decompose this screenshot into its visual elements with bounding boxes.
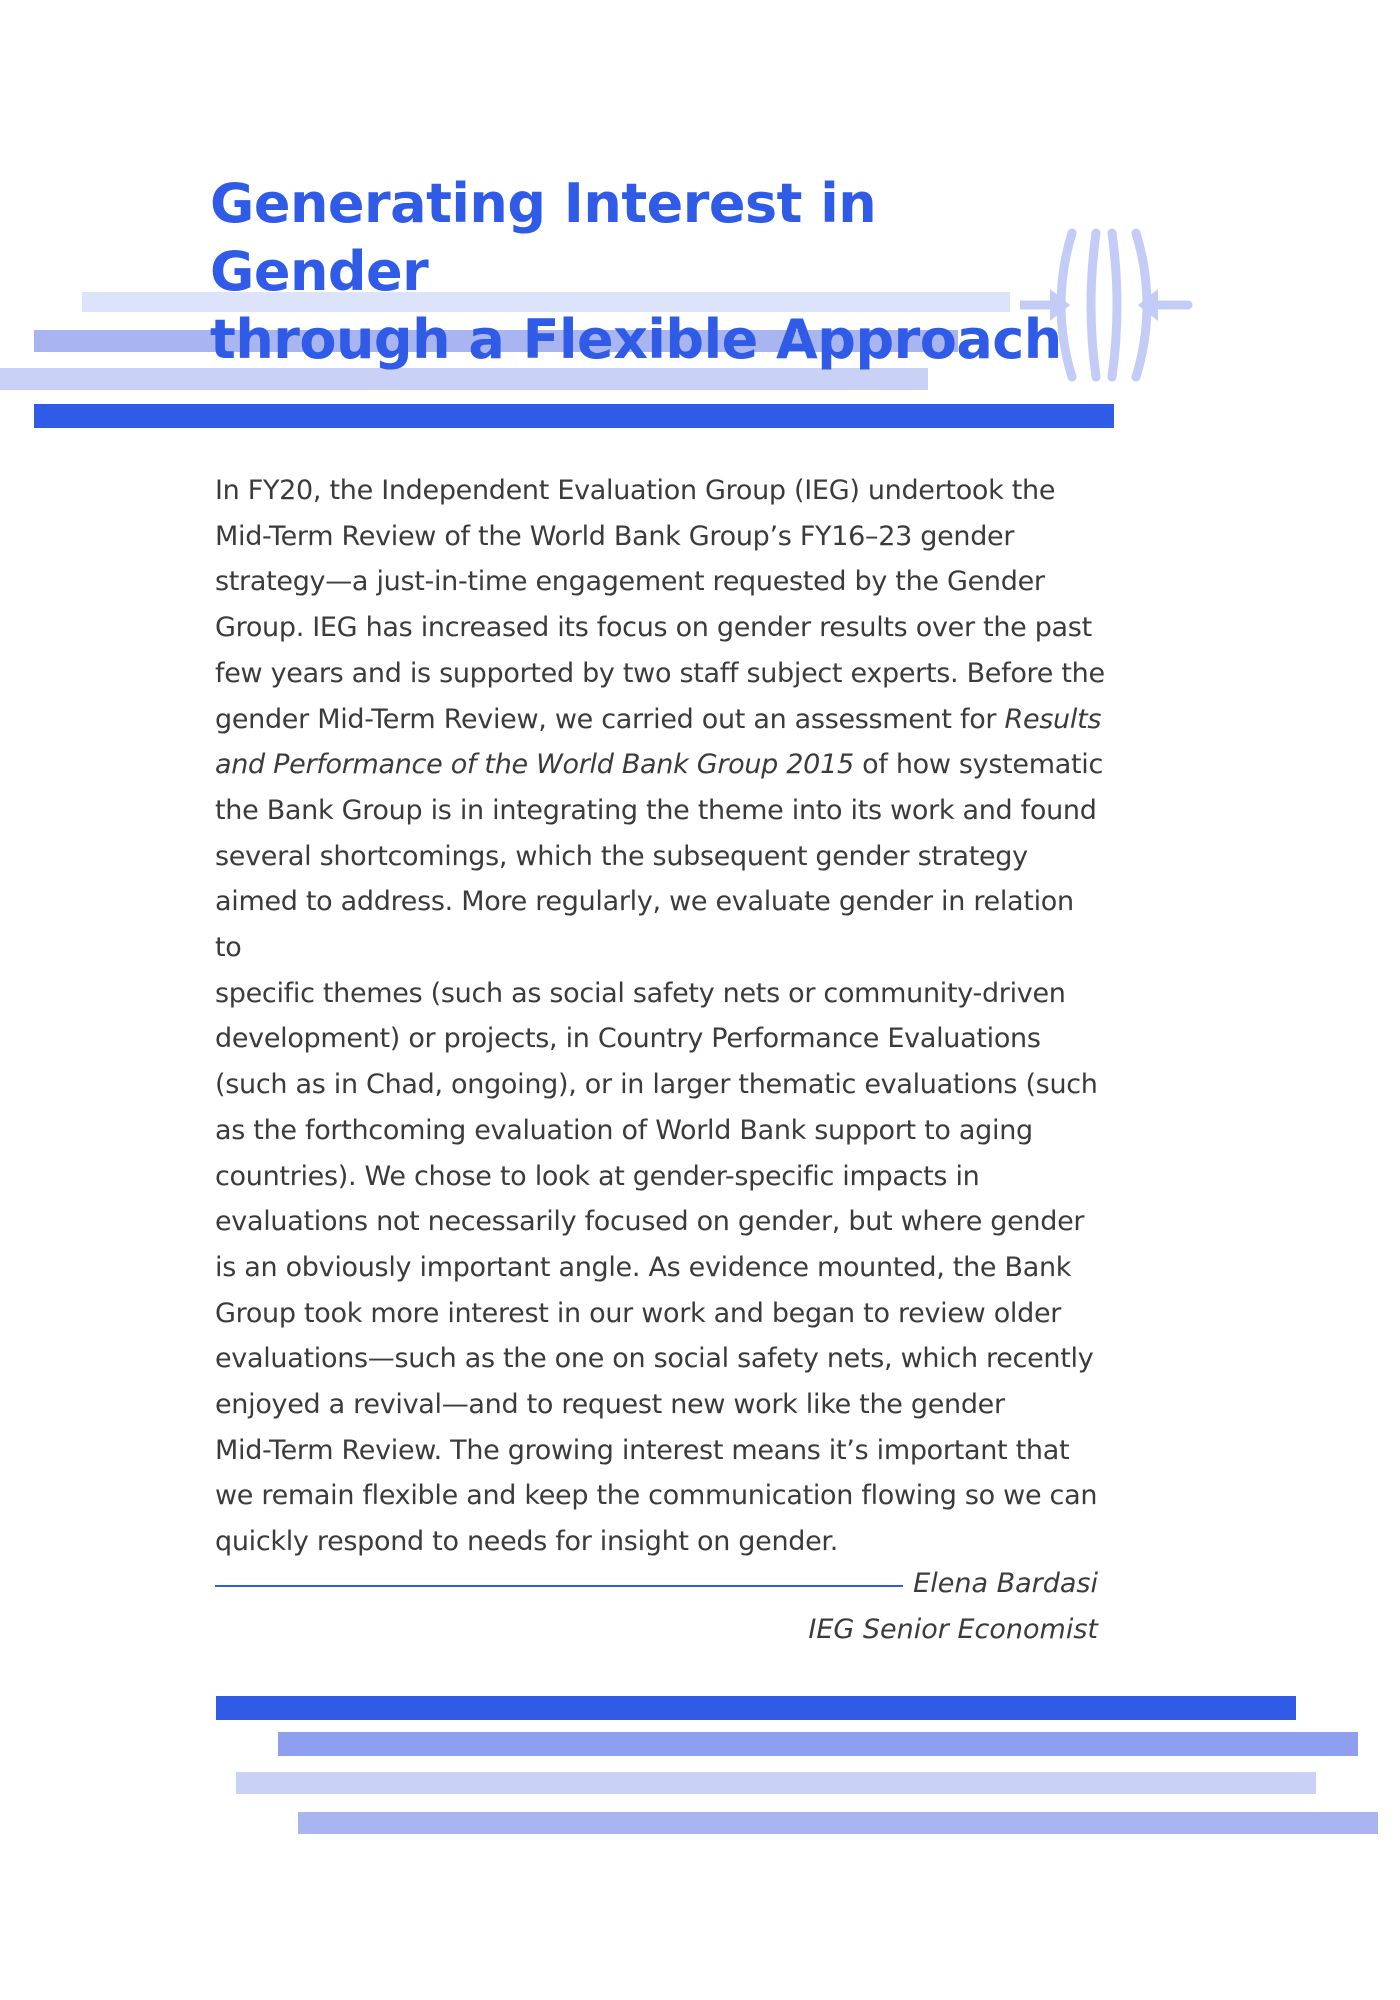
decor-bar [278, 1732, 1358, 1756]
publication-title-italic: and Performance of the World Bank Group 2015 [215, 749, 854, 781]
decor-bar [34, 404, 1114, 428]
author-role: IEG Senior Economist [808, 1614, 1098, 1645]
signature-rule [215, 1585, 903, 1587]
decor-bar [298, 1812, 1378, 1834]
title-line-1: Generating Interest in Gender [210, 172, 877, 303]
decor-bar [216, 1696, 1296, 1720]
author-name: Elena Bardasi [913, 1568, 1098, 1599]
publication-title-italic: Results [1004, 703, 1102, 735]
decor-bar [236, 1772, 1316, 1794]
title-line-2: through a Flexible Approach [210, 308, 1062, 371]
body-paragraph: In FY20, the Independent Evaluation Group (IEG) undertook the Mid-Term Review of the World Bank Group’s FY16–23 gender strategy—a just-in-time engagement requested by the Gender Group. IEG has increased its focus on gender results over the past few years and is supported by two staff subject experts. Before the gender Mid-Term Review, we carried out an assessment for Results and Performance of the World Bank Group 2015 of how systematic the Bank Group is in integrating the theme into its work and found several shortcomings, which the subsequent gender strategy aimed to address. More regularly, we evaluate gender in relation to specific themes (such as social safety nets or community-driven development) or projects, in Country Performance Evaluations (such as in Chad, ongoing), or in larger thematic evaluations (such as the forthcoming evaluation of World Bank support to aging countries). We chose to look at gender-specific impacts in evaluations not necessarily focused on gender, but where gender is an obviously important angle. As evidence mounted, the Bank Group took more interest in our work and began to review older evaluations—such as the one on social safety nets, which recently enjoyed a revival—and to request new work like the gender Mid-Term Review. The growing interest means it’s important that we remain flexible and keep the communication flowing so we can quickly respond to needs for insight on gender. [215, 475, 1105, 1558]
page-title [210, 170, 1110, 374]
